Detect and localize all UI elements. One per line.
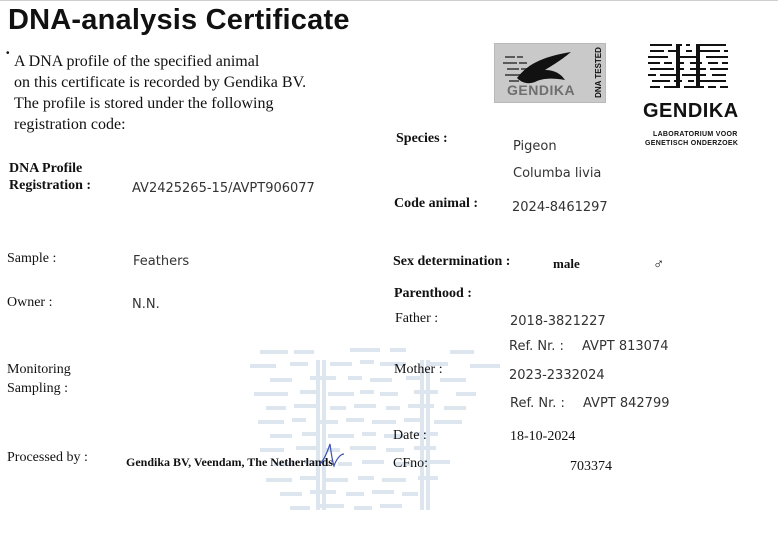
date-label: Date : (393, 428, 427, 443)
dna-profile-label: DNA Profile (9, 161, 83, 176)
father-label: Father : (395, 311, 439, 326)
seal-brand: GENDIKA (507, 82, 576, 98)
processed-by-value: Gendika BV, Veendam, The Netherlands (126, 455, 333, 469)
code-animal-label: Code animal : (394, 196, 478, 211)
father-ref-value: AVPT 813074 (582, 339, 669, 354)
gendika-logo-icon (646, 42, 732, 94)
registration-label: Registration : (9, 178, 92, 193)
sample-label: Sample : (7, 251, 57, 266)
logo-subtitle-2: GENETISCH ONDERZOEK (645, 140, 739, 147)
intro-line-4: registration code: (14, 116, 126, 133)
logo-name: GENDIKA (643, 100, 739, 122)
parenthood-label: Parenthood : (394, 286, 472, 301)
seal-side-text: DNA TESTED (593, 47, 603, 98)
mother-ref-value: AVPT 842799 (583, 396, 670, 411)
mother-code: 2023-2332024 (509, 368, 605, 383)
dna-tested-seal (494, 43, 606, 103)
logo-subtitle-1: LABORATORIUM VOOR (653, 131, 738, 138)
monitoring-label: Monitoring (7, 362, 71, 377)
species-common: Pigeon (513, 139, 557, 154)
signature-mark (316, 440, 348, 470)
sample-value: Feathers (133, 254, 190, 269)
cfno-label: CFno: (393, 456, 429, 471)
mother-label: Mother : (394, 362, 443, 377)
intro-line-3: The profile is stored under the following (14, 95, 274, 112)
male-symbol-icon: ♂ (653, 256, 665, 273)
species-label: Species : (396, 131, 448, 146)
father-code: 2018-3821227 (510, 314, 606, 329)
intro-line-1: A DNA profile of the specified animal (14, 53, 260, 70)
date-value: 18-10-2024 (510, 429, 576, 444)
species-latin: Columba livia (513, 166, 602, 181)
top-border-line (0, 0, 778, 1)
seal-side-label (587, 48, 605, 100)
certificate-title: DNA-analysis Certificate (8, 4, 350, 36)
registration-value: AV2425265-15/AVPT906077 (132, 181, 315, 196)
owner-value: N.N. (132, 297, 160, 312)
sex-value: male (553, 256, 580, 271)
mother-ref-label: Ref. Nr. : (510, 396, 565, 411)
sampling-label: Sampling : (7, 381, 69, 396)
intro-line-2: on this certificate is recorded by Gendika BV. (14, 74, 307, 91)
intro-text (14, 51, 324, 135)
code-animal-value: 2024-8461297 (512, 200, 608, 215)
watermark-pattern (230, 340, 550, 520)
owner-label: Owner : (7, 295, 53, 310)
sex-determination-label: Sex determination : (393, 254, 511, 269)
father-ref-label: Ref. Nr. : (509, 339, 564, 354)
bullet-dot: • (6, 48, 10, 59)
processed-by-label: Processed by : (7, 450, 88, 465)
cfno-value: 703374 (570, 459, 612, 474)
